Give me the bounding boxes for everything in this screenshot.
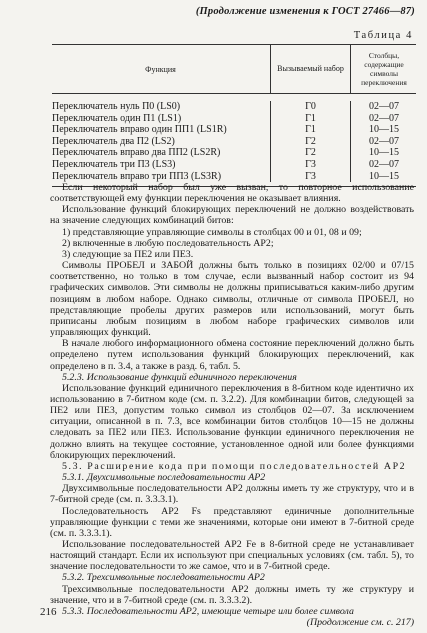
- cell-set: Г1: [270, 113, 350, 125]
- cell-function: Переключатель вправо три ПП3 (LS3R): [52, 170, 222, 182]
- cell-columns: 10—15: [350, 171, 417, 183]
- body-text: [50, 182, 414, 629]
- table-row: [52, 171, 416, 183]
- table-title: Таблица 4: [353, 30, 413, 41]
- paragraph: Использование функций единичного переключения в 8-битном коде идентично их использованию в 7-битном коде (см. п. 3.2.2). Для комбинации битов, следующей за ПЕ2 или ПЕ3, допустим только символ из столбцов 02—07. За исключением ситуации, описанной в п. 7.3, все комбинации битов столбцов 10—15 не должны следовать за ПЕ2 или ПЕ3. Использование функции единичного переключения не должно влиять на текущее состояние, установленное одной или более функциями блокирующих переключений.: [50, 382, 414, 461]
- paragraph: 5.3.2. Трехсимвольные последовательности АР2: [62, 572, 265, 584]
- cell-function: Переключатель три П3 (LS3): [52, 158, 176, 170]
- cell-function: Переключатель два П2 (LS2): [52, 135, 175, 147]
- table-row: [52, 159, 416, 171]
- cell-set: Г2: [270, 147, 350, 159]
- cell-function: Переключатель вправо один ПП1 (LS1R): [52, 124, 227, 136]
- table-row: [52, 147, 416, 159]
- paragraph: Символы ПРОБЕЛ и ЗАБОЙ должны быть только в позициях 02/00 и 07/15 соответственно, но только в том случае, если вызванный набор состоит из 94 графических символов. Эти символы не должны приписываться каким-либо другим позициям в любом наборе. Однако символы, отличные от символа ПРОБЕЛ, но представляющие пробелы других размеров или использований, могут быть приписаны любым позициям в любом наборе графических символов или управляющих функций.: [50, 260, 414, 339]
- table-row: [52, 101, 416, 113]
- cell-columns: 02—07: [350, 159, 417, 171]
- paragraph: 2) включенные в любую последовательность АР2;: [62, 237, 274, 249]
- switch-functions-table: [52, 44, 416, 187]
- paragraph: 5.3.3. Последовательности АР2, имеющие четыре или более символа: [62, 605, 354, 617]
- header-set: Вызываемый набор: [270, 45, 350, 93]
- cell-function: Переключатель вправо два ПП2 (LS2R): [52, 147, 221, 159]
- table-row: [52, 136, 416, 148]
- cell-set: Г3: [270, 171, 350, 183]
- table-row: [52, 124, 416, 136]
- cell-columns: 10—15: [350, 124, 417, 136]
- paragraph: 5.3. Расширение кода при помощи последовательностей АР2: [62, 460, 407, 472]
- cell-function: Переключатель один П1 (LS1): [52, 112, 182, 124]
- cell-columns: 10—15: [350, 147, 417, 159]
- paragraph: Использование последовательностей АР2 Fe в 8-битной среде не устанавливает настоящий стандарт. Если их используют при специальных условиях (см. табл. 5), то значение последовательности то же самое, что и в 7-битной среде.: [50, 539, 414, 573]
- cell-set: Г3: [270, 159, 350, 171]
- cell-set: Г2: [270, 136, 350, 148]
- paragraph: 5.3.1. Двухсимвольные последовательности АР2: [62, 472, 266, 484]
- table-row: [52, 113, 416, 125]
- continuation-header: (Продолжение изменения к ГОСТ 27466—87): [195, 6, 415, 17]
- paragraph: Трехсимвольные последовательности АР2 должны иметь ту же структуру и значение, что и в 7-битной среде (см. п. 3.3.3.2).: [50, 583, 414, 606]
- paragraph: Двухсимвольные последовательности АР2 должны иметь ту же структуру, что и в 7-битной среде (см. п. 3.3.3.1).: [50, 483, 414, 506]
- paragraph: В начале любого информационного обмена состояние переключений должно быть определено путем использования функций блокирующих переключений, как определено в п. 3.4, а также в разд. 6, табл. 5.: [50, 338, 414, 372]
- continuation-footnote: (Продолжение см. с. 217): [306, 617, 414, 629]
- paragraph: 5.2.3. Использование функций единичного переключения: [62, 371, 297, 383]
- header-function: Функция: [145, 64, 176, 74]
- cell-columns: 02—07: [350, 101, 417, 113]
- cell-columns: 02—07: [350, 113, 417, 125]
- cell-function: Переключатель нуль П0 (LS0): [52, 101, 181, 112]
- cell-set: Г1: [270, 124, 350, 136]
- paragraph: Последовательность АР2 Fs представляют единичные дополнительные управляющие функции с теми же значениями, которые они имеют в 7-битной среде (см. п. 3.3.3.1).: [50, 505, 414, 539]
- cell-columns: 02—07: [350, 136, 417, 148]
- page-number: 216: [40, 606, 57, 618]
- header-columns: Столбцы, содержащие символы переключения: [350, 45, 417, 93]
- paragraph: 1) представляющие управляющие символы в столбцах 00 и 01, 08 и 09;: [62, 226, 362, 238]
- paragraph: Использование функций блокирующих переключений не должно воздействовать на значение следующих комбинаций битов:: [50, 204, 414, 227]
- paragraph: 3) следующие за ПЕ2 или ПЕ3.: [62, 248, 194, 260]
- table-body: [52, 94, 416, 186]
- paragraph: Если некоторый набор был уже вызван, то повторное использование соответствующей ему функции переключения не оказывает влияния.: [50, 182, 414, 205]
- table-header: [52, 45, 416, 94]
- cell-set: Г0: [270, 101, 350, 113]
